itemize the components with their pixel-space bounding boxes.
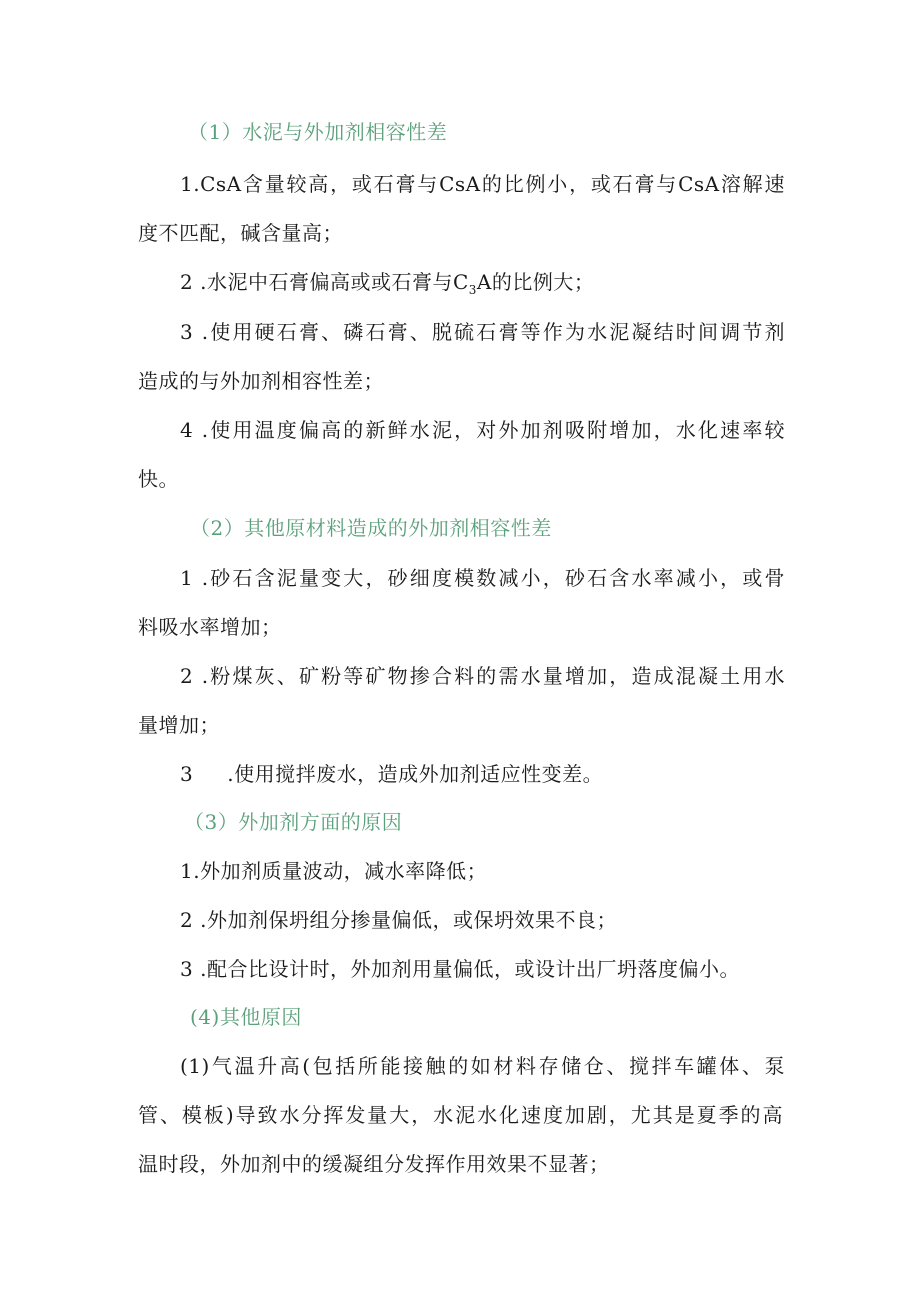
subscript: 3 — [468, 283, 477, 297]
section-heading-3: （3）外加剂方面的原因 — [184, 810, 403, 834]
paragraph-line: 度不匹配，碱含量高； — [138, 221, 343, 245]
paragraph-line — [180, 268, 785, 296]
paragraph-line: 2 .外加剂保坍组分掺量偏低，或保坍效果不良； — [180, 908, 617, 932]
paragraph-line: 4 .使用温度偏高的新鲜水泥，对外加剂吸附增加，水化速率较 — [180, 418, 785, 442]
paragraph-line: 1.外加剂质量波动，减水率降低； — [180, 859, 488, 883]
paragraph-line: 管、模板)导致水分挥发量大，水泥水化速度加剧，尤其是夏季的高 — [138, 1103, 783, 1127]
paragraph-line: 造成的与外加剂相容性差； — [138, 369, 384, 393]
section-heading-2: （2）其他原材料造成的外加剂相容性差 — [190, 516, 552, 540]
text-run: A的比例大； — [476, 270, 595, 294]
paragraph-line: 2 .粉煤灰、矿粉等矿物掺合料的需水量增加，造成混凝土用水 — [180, 664, 785, 688]
text-run: .使用搅拌废水，造成外加剂适应性变差。 — [227, 762, 604, 786]
paragraph-line: 快。 — [138, 467, 179, 491]
item-number: 3 — [180, 762, 194, 786]
paragraph-line: 温时段，外加剂中的缓凝组分发挥作用效果不显著； — [138, 1152, 610, 1176]
paragraph-line: (1)气温升高(包括所能接触的如材料存储仓、搅拌车罐体、泵 — [180, 1054, 785, 1078]
paragraph-line: 3 .使用硬石膏、磷石膏、脱硫石膏等作为水泥凝结时间调节剂 — [180, 320, 785, 344]
paragraph-line — [180, 760, 785, 788]
paragraph-line: 1.CsA含量较高，或石膏与CsA的比例小，或石膏与CsA溶解速 — [180, 172, 785, 196]
text-run: 2 .水泥中石膏偏高或或石膏与C — [180, 270, 469, 294]
section-heading-1: （1）水泥与外加剂相容性差 — [188, 120, 448, 144]
paragraph-line: 1 .砂石含泥量变大，砂细度模数减小，砂石含水率减小，或骨 — [180, 566, 785, 590]
paragraph-line: 料吸水率增加； — [138, 615, 282, 639]
section-heading-4: (4)其他原因 — [190, 1005, 302, 1029]
paragraph-line: 3 .配合比设计时，外加剂用量偏低，或设计出厂坍落度偏小。 — [180, 957, 740, 981]
paragraph-line: 量增加； — [138, 713, 220, 737]
